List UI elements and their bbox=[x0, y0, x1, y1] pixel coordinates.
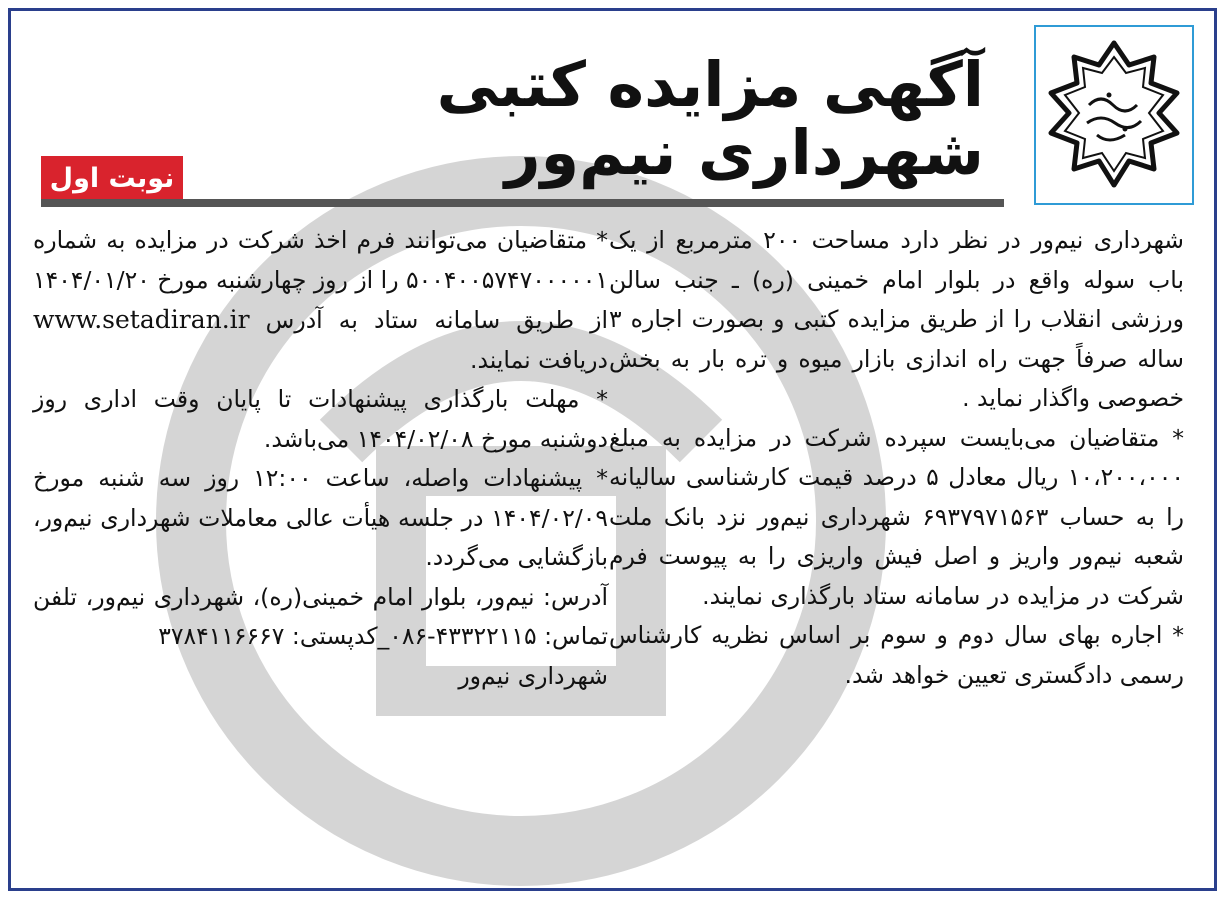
deposit-paragraph: * متقاضیان می‌بایست سپرده شرکت در مزایده به مبلغ ۱۰،۲۰۰،۰۰۰ ریال معادل ۵ درصد قیمت کارشناسی سالیانه را به حساب ۶۹۳۷۹۷۱۵۶۳ شهرداری نیم‌ور نزد بانک ملت شعبه نیم‌ور واریز و اصل فیش واریزی را به پیوست فرم شرکت در مزایده در سامانه ستاد بارگذاری نمایند. bbox=[609, 423, 1184, 610]
setad-url-link[interactable]: www.setadiran.ir bbox=[33, 305, 250, 334]
deadline-paragraph: * مهلت بارگذاری پیشنهادات تا پایان وقت اداری روز دوشنبه مورخ ۱۴۰۴/۰۲/۰۸ می‌باشد. bbox=[33, 385, 608, 453]
signature-text: شهرداری نیم‌ور bbox=[458, 661, 608, 690]
round-badge: نوبت اول bbox=[41, 156, 183, 201]
page-title: آگهی مزایده کتبی شهرداری نیم‌ور bbox=[436, 48, 984, 190]
form-paragraph bbox=[33, 221, 608, 380]
form-text: * متقاضیان می‌توانند فرم اخذ شرکت در مزایده به شماره ۵۰۰۴۰۰۵۷۴۷۰۰۰۰۰۱ را از روز چهارشنبه مورخ ۱۴۰۴/۰۱/۲۰ از طریق سامانه ستاد به آدرس bbox=[33, 226, 608, 334]
municipality-emblem-icon bbox=[1039, 35, 1189, 195]
right-column bbox=[609, 221, 1184, 695]
left-column bbox=[33, 221, 608, 696]
notice-frame bbox=[8, 8, 1217, 891]
rent-paragraph: * اجاره بهای سال دوم و سوم بر اساس نظریه کارشناس رسمی دادگستری تعیین خواهد شد. bbox=[609, 621, 1184, 689]
address-paragraph: آدرس: نیم‌ور، بلوار امام خمینی(ره)، شهرداری نیم‌ور، تلفن تماس: ۴۳۳۲۲۱۱۵-۰۸۶_کدپستی: ۳۷۸۴۱۱۶۶۶۷ bbox=[33, 582, 608, 650]
intro-paragraph: شهرداری نیم‌ور در نظر دارد مساحت ۲۰۰ مترمربع از یک باب سوله واقع در بلوار امام خمینی (ره) ـ جنب سالن ورزشی انقلاب را از طریق مزایده کتبی و بصورت اجاره ۳ ساله صرفاً جهت راه اندازی بازار میوه و تره بار به بخش خصوصی واگذار نماید . bbox=[609, 226, 1184, 412]
opening-paragraph: * پیشنهادات واصله، ساعت ۱۲:۰۰ روز سه شنبه مورخ ۱۴۰۴/۰۲/۰۹ در جلسه هیأت عالی معاملات شهرداری نیم‌ور، بازگشایی می‌گردد. bbox=[33, 464, 609, 571]
form-text-end: دریافت نمایند. bbox=[469, 345, 608, 374]
municipality-logo bbox=[1034, 25, 1194, 205]
header-divider bbox=[41, 199, 1004, 207]
